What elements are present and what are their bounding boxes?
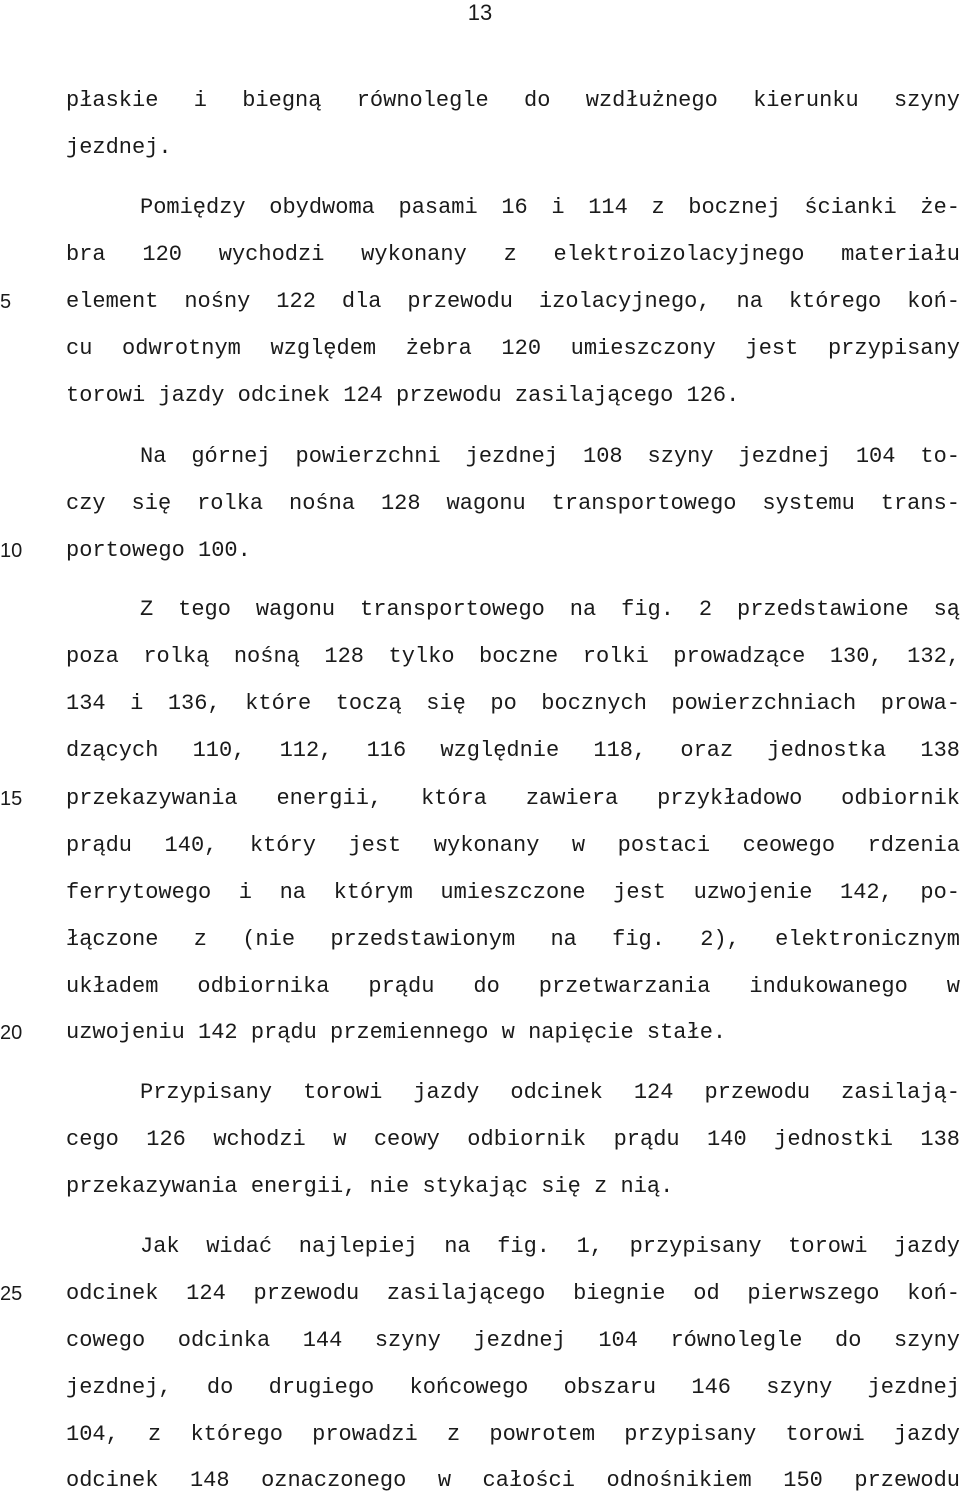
text-line: płaskie i biegną równolegle do wzdłużnego kierunku szyny bbox=[66, 88, 960, 113]
text-line: czy się rolka nośna 128 wagonu transportowego systemu trans- bbox=[66, 491, 960, 516]
text-line: odcinek 124 przewodu zasilającego biegnie od pierwszego koń- bbox=[66, 1281, 960, 1306]
text-line: portowego 100. bbox=[66, 538, 251, 563]
text-line: element nośny 122 dla przewodu izolacyjnego, na którego koń- bbox=[66, 289, 960, 314]
margin-line-number: 10 bbox=[0, 540, 23, 562]
text-line: Jak widać najlepiej na fig. 1, przypisany torowi jazdy bbox=[140, 1234, 960, 1259]
text-line: Pomiędzy obydwoma pasami 16 i 114 z bocznej ścianki że- bbox=[140, 195, 960, 220]
text-line: cowego odcinka 144 szyny jezdnej 104 równolegle do szyny bbox=[66, 1328, 960, 1353]
margin-line-number: 15 bbox=[0, 788, 23, 810]
text-line: 104, z którego prowadzi z powrotem przypisany torowi jazdy bbox=[66, 1422, 960, 1447]
text-line: dzących 110, 112, 116 względnie 118, oraz jednostka 138 bbox=[66, 738, 960, 763]
text-line: uzwojeniu 142 prądu przemiennego w napięcie stałe. bbox=[66, 1020, 727, 1045]
text-line: Z tego wagonu transportowego na fig. 2 przedstawione są bbox=[140, 597, 960, 622]
text-line: układem odbiornika prądu do przetwarzania indukowanego w bbox=[66, 974, 960, 999]
text-line: odcinek 148 oznaczonego w całości odnośnikiem 150 przewodu bbox=[66, 1468, 960, 1493]
text-line: cego 126 wchodzi w ceowy odbiornik prądu 140 jednostki 138 bbox=[66, 1127, 960, 1152]
text-line: prądu 140, który jest wykonany w postaci ceowego rdzenia bbox=[66, 833, 960, 858]
page-number: 13 bbox=[467, 0, 493, 25]
margin-line-number: 20 bbox=[0, 1022, 23, 1044]
text-line: przekazywania energii, która zawiera przykładowo odbiornik bbox=[66, 786, 960, 811]
margin-line-number: 25 bbox=[0, 1283, 23, 1305]
text-line: ferrytowego i na którym umieszczone jest uzwojenie 142, po- bbox=[66, 880, 960, 905]
text-line: poza rolką nośną 128 tylko boczne rolki prowadzące 130, 132, bbox=[66, 644, 960, 669]
margin-line-number: 5 bbox=[0, 291, 12, 313]
text-line: bra 120 wychodzi wykonany z elektroizolacyjnego materiału bbox=[66, 242, 960, 267]
text-line: 134 i 136, które toczą się po bocznych powierzchniach prowa- bbox=[66, 691, 960, 716]
text-line: Przypisany torowi jazdy odcinek 124 przewodu zasilają- bbox=[140, 1080, 960, 1105]
text-line: torowi jazdy odcinek 124 przewodu zasilającego 126. bbox=[66, 383, 740, 408]
text-line: Na górnej powierzchni jezdnej 108 szyny jezdnej 104 to- bbox=[140, 444, 960, 469]
text-line: jezdnej. bbox=[66, 135, 172, 160]
text-line: jezdnej, do drugiego końcowego obszaru 146 szyny jezdnej bbox=[66, 1375, 960, 1400]
text-line: łączone z (nie przedstawionym na fig. 2), elektronicznym bbox=[66, 927, 960, 952]
text-line: przekazywania energii, nie stykając się z nią. bbox=[66, 1174, 674, 1199]
text-line: cu odwrotnym względem żebra 120 umieszczony jest przypisany bbox=[66, 336, 960, 361]
